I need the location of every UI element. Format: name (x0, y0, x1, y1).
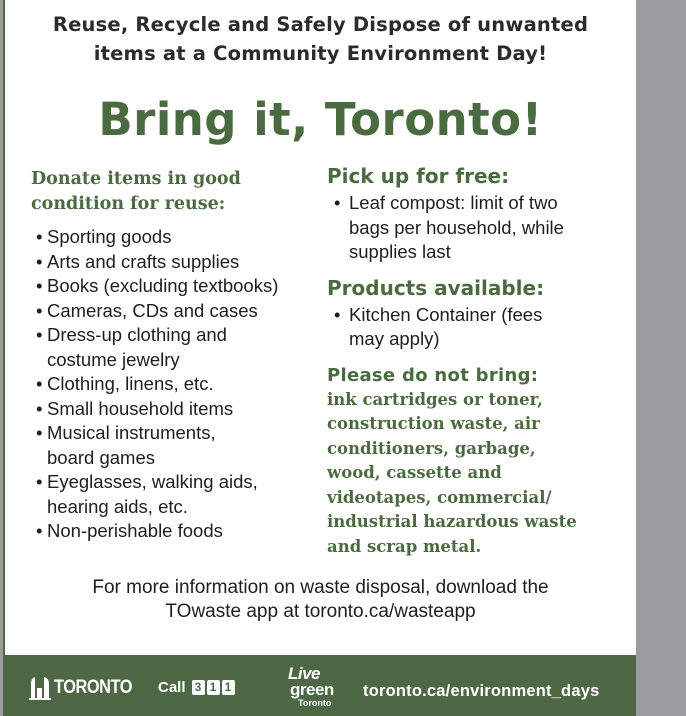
donate-item-text: • Cameras, CDs and cases (47, 299, 258, 321)
product-item-text: • Kitchen Container (fees (349, 303, 543, 325)
flyer-card (3, 0, 636, 716)
do-not-bring-line: wood, cassette and (327, 463, 502, 482)
donate-heading-line: condition for reuse: (31, 194, 226, 214)
donate-item-text: • Books (excluding textbooks) (47, 275, 279, 296)
donate-section (31, 167, 321, 544)
call-digit: 3 (192, 680, 205, 695)
call-digit: 1 (207, 680, 220, 695)
product-item (327, 303, 627, 352)
donate-list (31, 225, 321, 544)
donate-item (31, 519, 321, 544)
pickup-item-text: bags per household, while (349, 216, 564, 238)
donate-item-text: • Sporting goods (47, 226, 172, 247)
live-green-line1: Live (288, 664, 321, 683)
do-not-bring-list (327, 388, 577, 560)
intro-line: Reuse, Recycle and Safely Dispose of unwanted (52, 13, 589, 36)
donate-item-text: • Dress-up clothing and (47, 324, 227, 345)
pickup-item-text: supplies last (349, 241, 451, 262)
live-green-line2: green (290, 680, 334, 699)
donate-item-text: costume jewelry (47, 348, 180, 370)
donate-item (31, 299, 321, 324)
environment-days-link[interactable]: toronto.ca/environment_days (363, 682, 600, 700)
footer-bar (3, 655, 636, 716)
pickup-heading: Pick up for free: (327, 164, 510, 188)
do-not-bring-line: ink cartridges or toner, (327, 389, 543, 409)
product-item-text: may apply) (349, 328, 440, 349)
live-green-line3: Toronto (298, 698, 332, 708)
call-label: Call (158, 679, 186, 696)
pickup-list (327, 191, 627, 265)
more-info-text (5, 576, 636, 624)
headline: Bring it, Toronto! (98, 93, 543, 146)
pickup-item-text: • Leaf compost: limit of two (349, 192, 558, 213)
do-not-bring-line: construction waste, air (327, 414, 540, 433)
call-311[interactable] (158, 679, 237, 696)
donate-item-text: • Musical instruments, (47, 422, 216, 443)
live-green-logo (288, 665, 344, 711)
more-info-line: For more information on waste disposal, download the (92, 577, 549, 598)
donate-item-text: • Arts and crafts supplies (47, 250, 240, 272)
toronto-logo (29, 674, 145, 702)
logo-wordmark: TORONTO (54, 677, 133, 698)
products-heading: Products available: (327, 275, 545, 300)
donate-item (31, 470, 321, 519)
do-not-bring-line: videotapes, commercial/ (327, 487, 552, 507)
donate-item (31, 274, 321, 299)
right-column (327, 163, 627, 559)
donate-item (31, 323, 321, 372)
donate-item (31, 250, 321, 275)
donate-item-text: • Non-perishable foods (47, 520, 223, 541)
intro-line: items at a Community Environment Day! (93, 42, 548, 65)
donate-item-text: hearing aids, etc. (47, 495, 188, 517)
intro-text (5, 10, 636, 68)
donate-item (31, 225, 321, 250)
do-not-bring-heading: Please do not bring: (327, 364, 539, 386)
do-not-bring-line: conditioners, garbage, (327, 438, 536, 458)
more-info-line: TOwaste app at toronto.ca/wasteapp (165, 601, 476, 622)
donate-item-text: • Clothing, linens, etc. (47, 373, 214, 394)
donate-heading (31, 167, 321, 217)
do-not-bring-line: and scrap metal. (327, 536, 482, 556)
donate-item (31, 397, 321, 422)
city-hall-icon (29, 676, 51, 700)
pickup-item (327, 191, 627, 265)
donate-item-text: • Eyeglasses, walking aids, (47, 471, 258, 492)
donate-item-text: • Small household items (47, 397, 234, 419)
donate-item (31, 421, 321, 470)
donate-heading-line: Donate items in good (31, 169, 241, 189)
call-digit: 1 (222, 680, 235, 695)
products-list (327, 303, 627, 352)
donate-item-text: board games (47, 446, 155, 468)
donate-item (31, 372, 321, 397)
do-not-bring-line: industrial hazardous waste (327, 512, 577, 531)
